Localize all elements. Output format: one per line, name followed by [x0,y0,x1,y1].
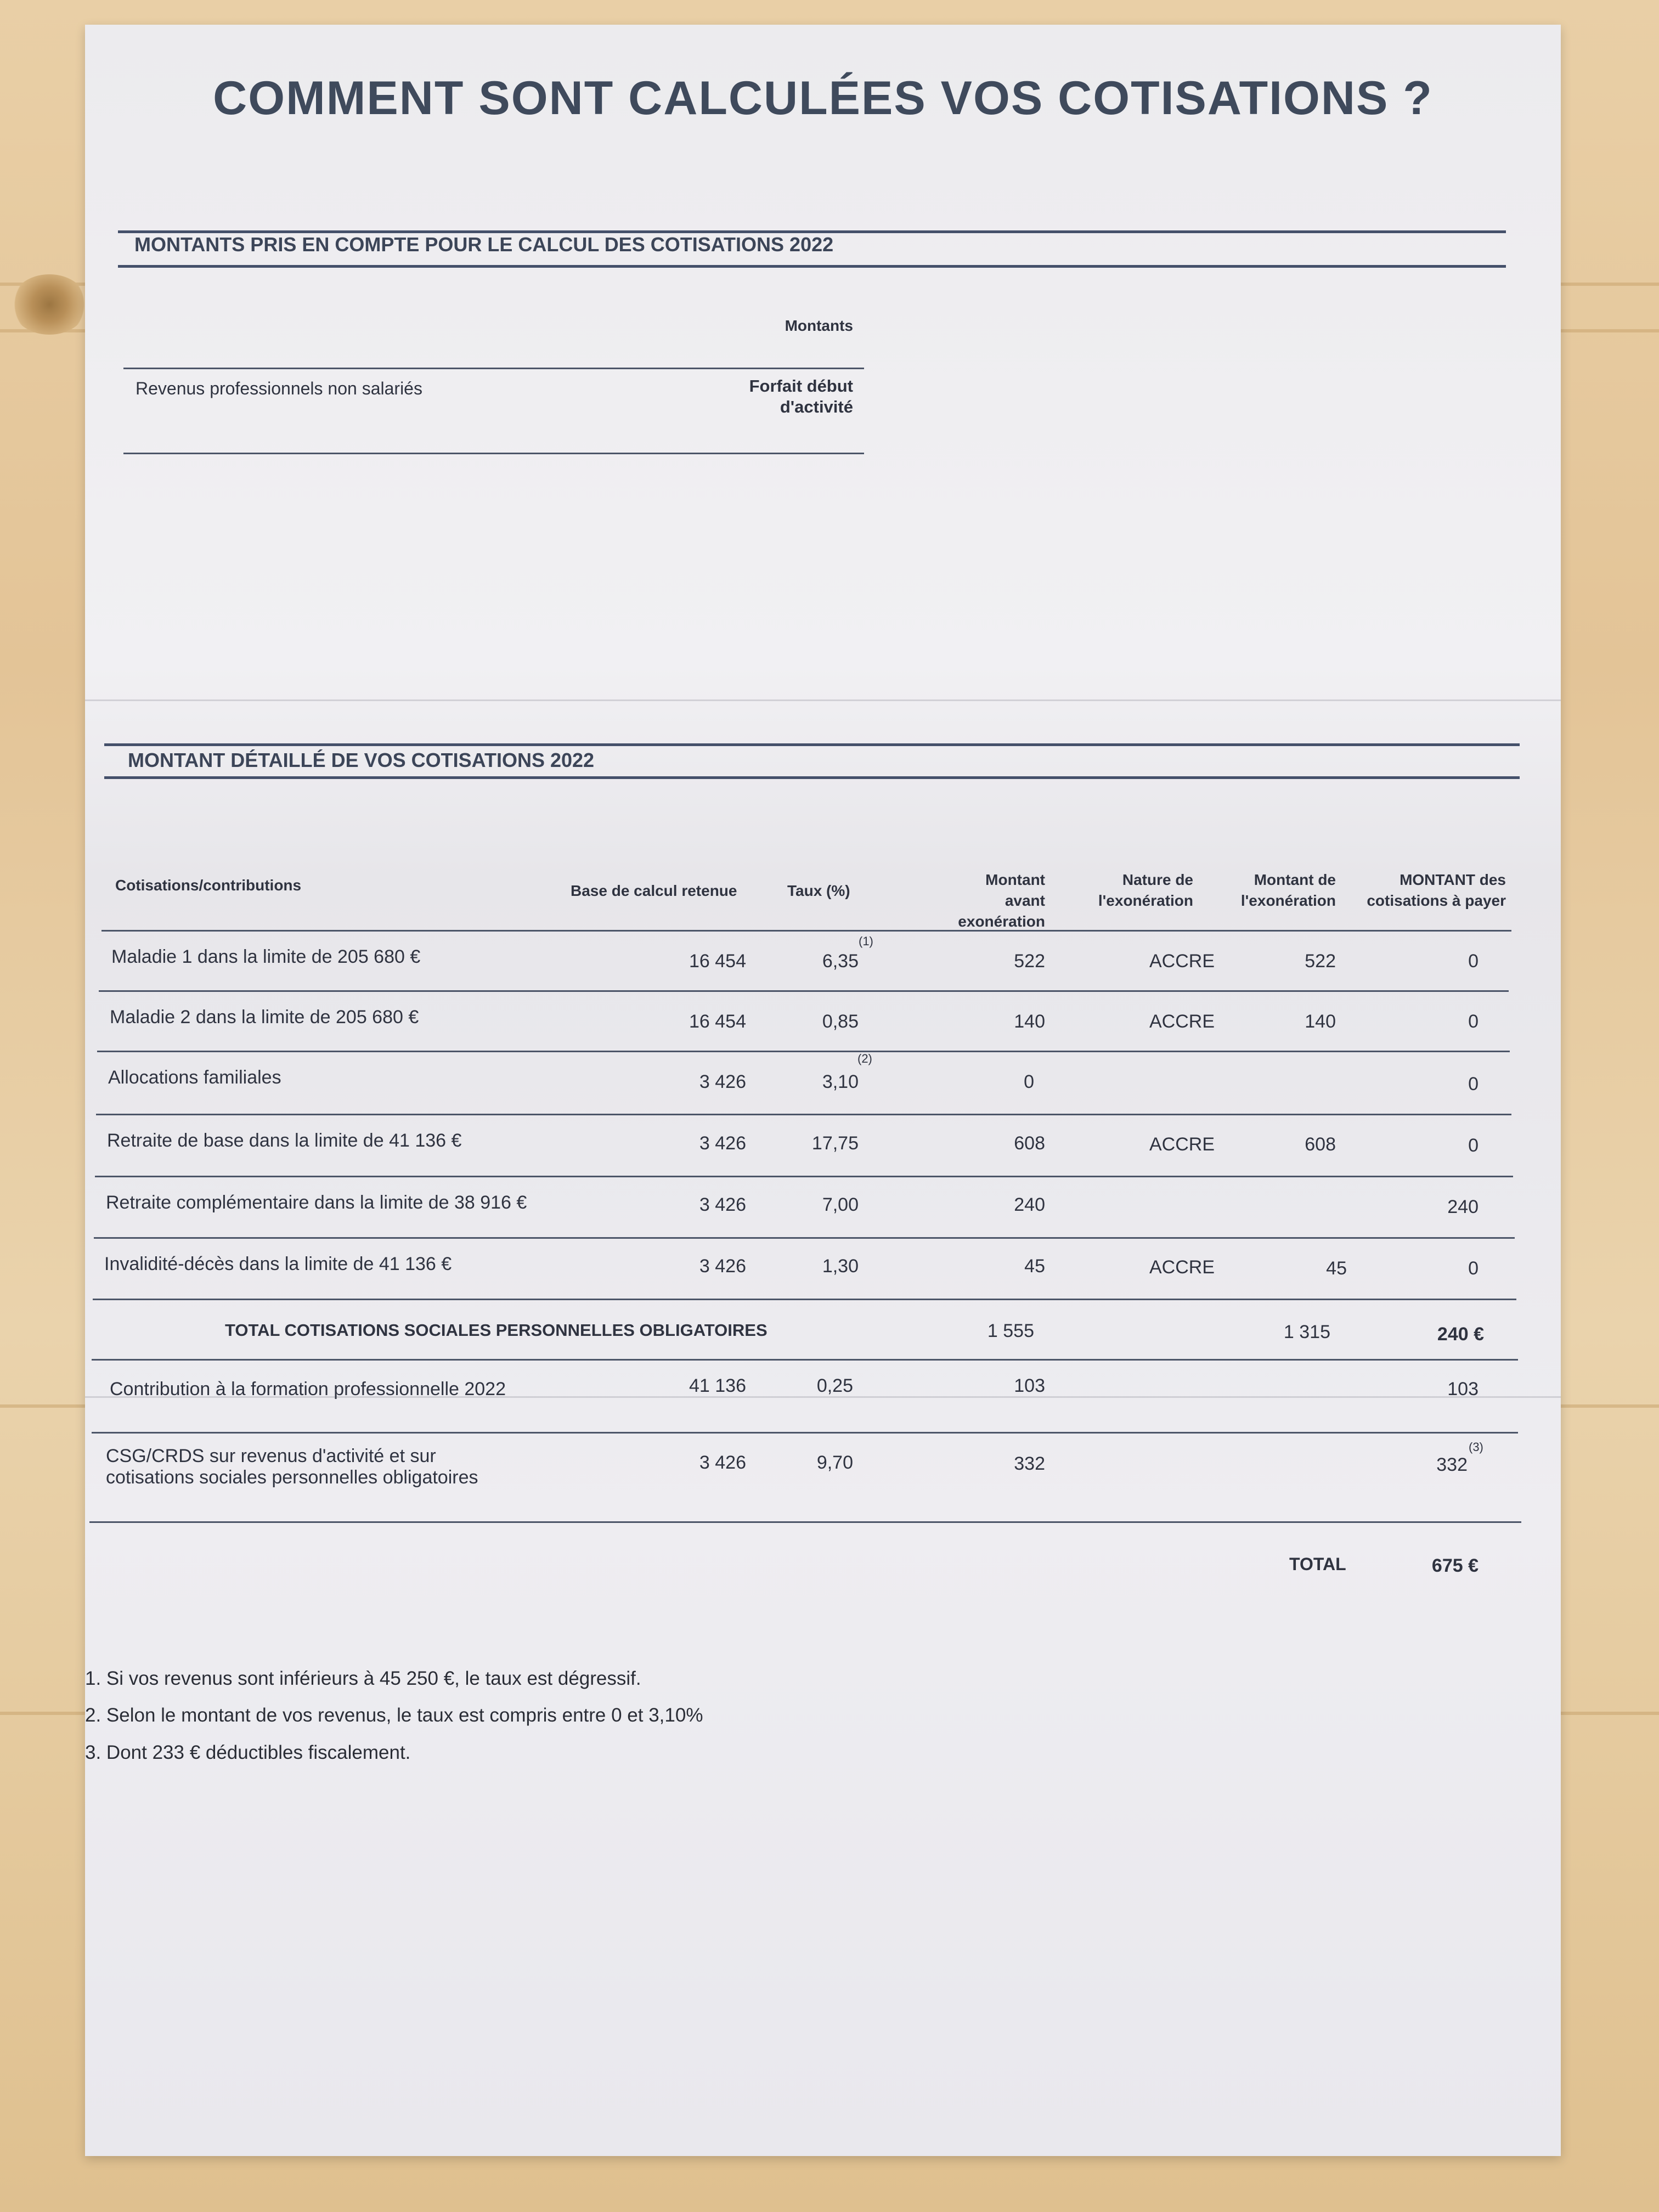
total-payer: 240 € [1437,1324,1484,1345]
row-base: 3 426 [699,1194,746,1215]
header-montant-exo-2: l'exonération [1240,892,1336,909]
table-rule [97,1051,1510,1052]
table-rule [89,1521,1521,1523]
header-payer-1: MONTANT des [1400,871,1506,888]
grand-total-label: TOTAL [1289,1554,1346,1574]
footnote-3: 3. Dont 233 € déductibles fiscalement. [85,1742,411,1763]
row-base: 16 454 [689,951,746,972]
table-rule [95,1176,1513,1177]
row-payer: 103 [1447,1379,1479,1400]
table-rule [93,1299,1516,1300]
header-nature-2: l'exonération [1098,892,1193,909]
section-rule [118,265,1506,268]
row-base: 3 426 [699,1256,746,1277]
header-avant-1: Montant [985,871,1045,888]
row-avant: 103 [1014,1375,1045,1396]
row-exo: 140 [1305,1011,1336,1032]
row-payer: 0 [1468,1074,1479,1094]
row-label: Allocations familiales [108,1067,281,1088]
row-payer: 0 [1468,1258,1479,1279]
total-label: TOTAL COTISATIONS SOCIALES PERSONNELLES OBLIGATOIRES [225,1321,768,1340]
section1-heading: MONTANTS PRIS EN COMPTE POUR LE CALCUL DES COTISATIONS 2022 [134,233,834,256]
header-taux: Taux (%) [787,882,850,899]
header-nature [1062,870,1193,911]
row-exo: 608 [1305,1134,1336,1155]
table-rule [101,930,1511,932]
header-base: Base de calcul retenue [571,882,737,899]
row-payer: 0 [1468,951,1479,972]
row-taux: 7,00 [822,1194,859,1215]
header-payer-2: cotisations à payer [1367,892,1506,909]
row-avant: 0 [1024,1071,1034,1092]
forfait-line-1: Forfait début [749,376,853,396]
row-label-line-2: cotisations sociales personnelles obligatoires [106,1467,478,1488]
table-rule [92,1432,1518,1434]
table-rule [92,1359,1518,1361]
row-label [106,1446,478,1488]
footnote-ref: (2) [857,1052,872,1065]
row-label: Retraite complémentaire dans la limite de 38 916 € [106,1192,527,1213]
row-label: Retraite de base dans la limite de 41 136 € [107,1130,462,1151]
header-avant-2: avant [1005,892,1045,909]
row-nature: ACCRE [1149,1134,1215,1155]
paper-fold [85,699,1561,701]
document-page [85,25,1561,2156]
row-base: 16 454 [689,1011,746,1032]
row-base: 41 136 [689,1375,746,1396]
row-label: Invalidité-décès dans la limite de 41 136 € [104,1254,452,1274]
row-base: 3 426 [699,1452,746,1473]
row-nature: ACCRE [1149,951,1215,972]
footnote-ref: (3) [1469,1440,1483,1454]
header-payer [1336,870,1506,911]
section-rule [104,776,1520,779]
row-avant: 45 [1024,1256,1045,1277]
row-payer: 240 [1447,1197,1479,1217]
row-nature: ACCRE [1149,1011,1215,1032]
row-nature: ACCRE [1149,1257,1215,1278]
footnote-ref: (1) [859,934,873,948]
total-avant: 1 555 [987,1321,1034,1341]
row-base: 3 426 [699,1071,746,1092]
row-avant: 140 [1014,1011,1045,1032]
footnote-2: 2. Selon le montant de vos revenus, le taux est compris entre 0 et 3,10% [85,1705,703,1726]
row-payer: 0 [1468,1135,1479,1156]
row-label: Maladie 1 dans la limite de 205 680 € [111,946,421,967]
section-rule [104,743,1520,746]
row-base: 3 426 [699,1133,746,1154]
row-avant: 240 [1014,1194,1045,1215]
row-label-line-1: CSG/CRDS sur revenus d'activité et sur [106,1446,436,1466]
row-exo: 522 [1305,951,1336,972]
row-taux: 1,30 [822,1256,859,1277]
row-taux: 0,25 [816,1375,853,1396]
header-montant-exo-1: Montant de [1254,871,1336,888]
row-avant: 332 [1014,1453,1045,1474]
row-label: Maladie 2 dans la limite de 205 680 € [110,1007,419,1028]
header-label: Cotisations/contributions [115,877,302,894]
header-montant-exo [1199,870,1336,911]
table-rule [96,1114,1511,1115]
row-payer: 332 [1436,1454,1468,1475]
header-avant [908,870,1045,932]
row-taux: 0,85 [822,1011,859,1032]
row-exo: 45 [1326,1258,1347,1279]
row-payer: 0 [1468,1011,1479,1032]
row-avant: 608 [1014,1133,1045,1154]
row-taux: 6,35 [822,951,859,972]
table-rule [123,368,864,369]
page-title: COMMENT SONT CALCULÉES VOS COTISATIONS ? [213,72,1433,125]
montants-header: Montants [785,317,853,334]
section2-heading: MONTANT DÉTAILLÉ DE VOS COTISATIONS 2022 [128,749,595,771]
forfait-line-2: d'activité [780,397,853,416]
row-label: Contribution à la formation professionnelle 2022 [110,1379,506,1400]
row-taux: 3,10 [822,1071,859,1092]
table-rule [94,1237,1515,1239]
revenus-label: Revenus professionnels non salariés [136,379,422,398]
header-nature-1: Nature de [1122,871,1193,888]
grand-total-value: 675 € [1431,1555,1479,1576]
header-avant-3: exonération [958,913,1045,930]
wood-knot [11,274,88,335]
footnote-1: 1. Si vos revenus sont inférieurs à 45 250 €, le taux est dégressif. [85,1668,641,1689]
row-taux: 9,70 [816,1452,853,1473]
total-exo: 1 315 [1283,1322,1330,1342]
table-rule [99,990,1509,992]
row-taux: 17,75 [811,1133,859,1154]
forfait-value [689,376,853,417]
table-rule [123,453,864,454]
row-avant: 522 [1014,951,1045,972]
